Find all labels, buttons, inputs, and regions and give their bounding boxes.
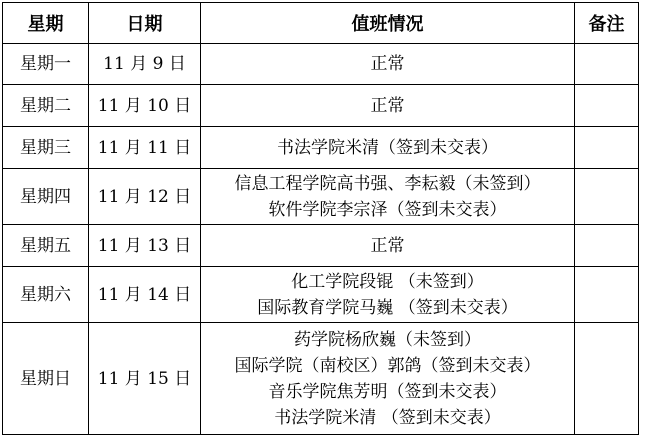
duty-line: 国际学院（南校区）郭鸽（签到未交表） [234, 355, 541, 376]
duty-table [2, 2, 639, 435]
duty-line: 书法学院米清（签到未交表） [277, 137, 498, 158]
day-cell: 星期六 [3, 267, 89, 323]
note-cell [575, 323, 639, 435]
date-cell: 11 月 13 日 [89, 225, 201, 267]
day-cell: 星期日 [3, 323, 89, 435]
day-cell: 星期五 [3, 225, 89, 267]
duty-line: 正常 [370, 95, 405, 116]
duty-cell [201, 44, 575, 85]
duty-line: 音乐学院焦芳明（签到未交表） [268, 381, 507, 402]
note-cell [575, 267, 639, 323]
duty-line: 书法学院米清 （签到未交表） [274, 407, 501, 428]
note-cell [575, 169, 639, 225]
date-cell: 11 月 9 日 [89, 44, 201, 85]
duty-line: 化工学院段锟 （未签到） [291, 271, 484, 292]
table-row [3, 225, 639, 267]
date-cell: 11 月 14 日 [89, 267, 201, 323]
table-row [3, 323, 639, 435]
table-row [3, 44, 639, 85]
duty-line: 信息工程学院高书强、李耘毅（未签到） [234, 173, 541, 194]
day-cell: 星期一 [3, 44, 89, 85]
date-cell: 11 月 12 日 [89, 169, 201, 225]
header-day: 星期 [3, 3, 89, 44]
duty-line: 正常 [370, 235, 405, 256]
day-cell: 星期四 [3, 169, 89, 225]
note-cell [575, 44, 639, 85]
table-row [3, 267, 639, 323]
duty-cell [201, 127, 575, 169]
header-note: 备注 [575, 3, 639, 44]
duty-line: 药学院杨欣巍（未签到） [294, 329, 481, 350]
note-cell [575, 85, 639, 127]
date-cell: 11 月 15 日 [89, 323, 201, 435]
table-header-row [3, 3, 639, 44]
table-row [3, 85, 639, 127]
header-date: 日期 [89, 3, 201, 44]
note-cell [575, 225, 639, 267]
note-cell [575, 127, 639, 169]
header-duty: 值班情况 [201, 3, 575, 44]
duty-cell [201, 267, 575, 323]
day-cell: 星期二 [3, 85, 89, 127]
duty-line: 国际教育学院马巍 （签到未交表） [257, 297, 518, 318]
duty-cell [201, 225, 575, 267]
table-row [3, 127, 639, 169]
day-cell: 星期三 [3, 127, 89, 169]
date-cell: 11 月 10 日 [89, 85, 201, 127]
duty-cell [201, 169, 575, 225]
date-cell: 11 月 11 日 [89, 127, 201, 169]
table-row [3, 169, 639, 225]
duty-cell [201, 85, 575, 127]
duty-cell [201, 323, 575, 435]
duty-line: 软件学院李宗泽（签到未交表） [268, 199, 507, 220]
duty-line: 正常 [370, 54, 405, 74]
